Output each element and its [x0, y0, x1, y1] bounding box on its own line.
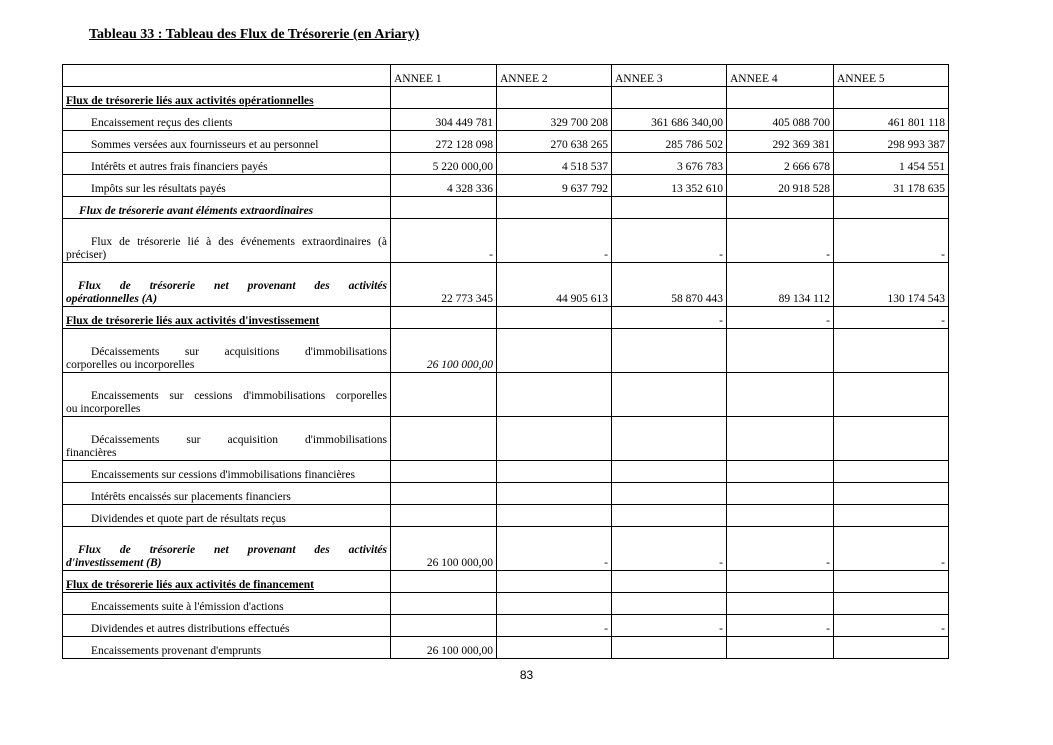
table-row — [63, 153, 949, 175]
row-label-line1: Encaissements sur cessions d'immobilisations corporelles — [91, 390, 387, 402]
table-row — [63, 329, 949, 373]
row-label-line1: Décaissements sur acquisitions d'immobilisations — [91, 346, 387, 358]
row-label — [63, 527, 391, 571]
row-label-line1: Flux de trésorerie lié à des événements extraordinaires (à — [91, 236, 387, 248]
total-row-operations — [63, 263, 949, 307]
value-cell — [497, 307, 612, 329]
value-cell: 31 178 635 — [834, 175, 949, 197]
row-label: Encaissements provenant d'emprunts — [63, 637, 391, 659]
value-cell: 9 637 792 — [497, 175, 612, 197]
row-label-line2: préciser) — [66, 249, 107, 261]
table-row — [63, 219, 949, 263]
value-cell: 130 174 543 — [834, 263, 949, 307]
header-blank-cell — [63, 65, 391, 87]
value-cell: - — [497, 219, 612, 263]
value-cell: - — [497, 615, 612, 637]
section-row-financing — [63, 571, 949, 593]
row-label: Encaissements suite à l'émission d'actions — [63, 593, 391, 615]
section-label: Flux de trésorerie liés aux activités opérationnelles — [63, 87, 391, 109]
table-row — [63, 637, 949, 659]
value-cell: 4 328 336 — [391, 175, 497, 197]
value-cell: 58 870 443 — [612, 263, 727, 307]
column-header: ANNEE 5 — [834, 65, 949, 87]
row-label — [63, 263, 391, 307]
table-row — [63, 593, 949, 615]
table-row — [63, 175, 949, 197]
value-cell: 26 100 000,00 — [391, 527, 497, 571]
value-cell: - — [727, 615, 834, 637]
total-row-investment — [63, 527, 949, 571]
value-cell: 329 700 208 — [497, 109, 612, 131]
value-cell: - — [612, 307, 727, 329]
section-label: Flux de trésorerie liés aux activités d'investissement — [63, 307, 391, 329]
subtotal-row — [63, 197, 949, 219]
row-label-line1: Flux de trésorerie net provenant des activités — [78, 544, 387, 556]
section-label: Flux de trésorerie liés aux activités de financement — [63, 571, 391, 593]
value-cell: 298 993 387 — [834, 131, 949, 153]
value-cell: 20 918 528 — [727, 175, 834, 197]
row-label: Dividendes et autres distributions effectués — [63, 615, 391, 637]
value-cell: - — [727, 307, 834, 329]
value-cell: 2 666 678 — [727, 153, 834, 175]
value-cell: - — [834, 527, 949, 571]
cash-flow-table — [62, 64, 949, 659]
value-cell: - — [727, 219, 834, 263]
row-label: Intérêts et autres frais financiers payés — [63, 153, 391, 175]
value-cell: - — [834, 615, 949, 637]
value-cell: 461 801 118 — [834, 109, 949, 131]
row-label: Flux de trésorerie avant éléments extraordinaires — [63, 197, 391, 219]
row-label-line2: d'investissement (B) — [66, 557, 162, 569]
row-label-line1: Flux de trésorerie net provenant des activités — [78, 280, 387, 292]
table-title: Tableau 33 : Tableau des Flux de Trésorerie (en Ariary) — [89, 27, 420, 42]
table-row — [63, 505, 949, 527]
row-label-line2: ou incorporelles — [66, 403, 141, 415]
table-row — [63, 109, 949, 131]
row-label: Intérêts encaissés sur placements financiers — [63, 483, 391, 505]
value-cell: 272 128 098 — [391, 131, 497, 153]
value-cell: - — [391, 219, 497, 263]
row-label-line2: financières — [66, 447, 117, 459]
row-label: Dividendes et quote part de résultats reçus — [63, 505, 391, 527]
table-row — [63, 373, 949, 417]
value-cell: - — [834, 219, 949, 263]
value-cell: 285 786 502 — [612, 131, 727, 153]
table-row — [63, 417, 949, 461]
row-label — [63, 373, 391, 417]
column-header: ANNEE 3 — [612, 65, 727, 87]
value-cell: - — [612, 219, 727, 263]
row-label — [63, 219, 391, 263]
value-cell: - — [834, 307, 949, 329]
value-cell: 89 134 112 — [727, 263, 834, 307]
value-cell: 5 220 000,00 — [391, 153, 497, 175]
value-cell: 44 905 613 — [497, 263, 612, 307]
row-label — [63, 417, 391, 461]
column-header: ANNEE 2 — [497, 65, 612, 87]
table-row — [63, 483, 949, 505]
value-cell: 26 100 000,00 — [391, 637, 497, 659]
value-cell: - — [497, 527, 612, 571]
value-cell: 3 676 783 — [612, 153, 727, 175]
value-cell: - — [727, 527, 834, 571]
value-cell: 361 686 340,00 — [612, 109, 727, 131]
value-cell: 405 088 700 — [727, 109, 834, 131]
value-cell: 292 369 381 — [727, 131, 834, 153]
page-number: 83 — [519, 668, 534, 682]
section-row-operations — [63, 87, 949, 109]
value-cell: 13 352 610 — [612, 175, 727, 197]
row-label: Impôts sur les résultats payés — [63, 175, 391, 197]
value-cell: 1 454 551 — [834, 153, 949, 175]
value-cell: 270 638 265 — [497, 131, 612, 153]
table-row — [63, 615, 949, 637]
row-label-line2: opérationnelles (A) — [66, 293, 158, 305]
row-label-line1: Décaissements sur acquisition d'immobilisations — [91, 434, 387, 446]
row-label — [63, 329, 391, 373]
value-cell — [391, 307, 497, 329]
value-cell: - — [612, 615, 727, 637]
value-cell: 26 100 000,00 — [391, 329, 497, 373]
value-cell: 4 518 537 — [497, 153, 612, 175]
row-label: Encaissements sur cessions d'immobilisations financières — [63, 461, 391, 483]
header-row — [63, 65, 949, 87]
row-label: Encaissement reçus des clients — [63, 109, 391, 131]
section-row-investment — [63, 307, 949, 329]
row-label: Sommes versées aux fournisseurs et au personnel — [63, 131, 391, 153]
table-row — [63, 461, 949, 483]
row-label-line2: corporelles ou incorporelles — [66, 359, 195, 371]
column-header: ANNEE 1 — [391, 65, 497, 87]
column-header: ANNEE 4 — [727, 65, 834, 87]
value-cell: 22 773 345 — [391, 263, 497, 307]
value-cell: - — [612, 527, 727, 571]
table-row — [63, 131, 949, 153]
value-cell — [391, 615, 497, 637]
value-cell: 304 449 781 — [391, 109, 497, 131]
